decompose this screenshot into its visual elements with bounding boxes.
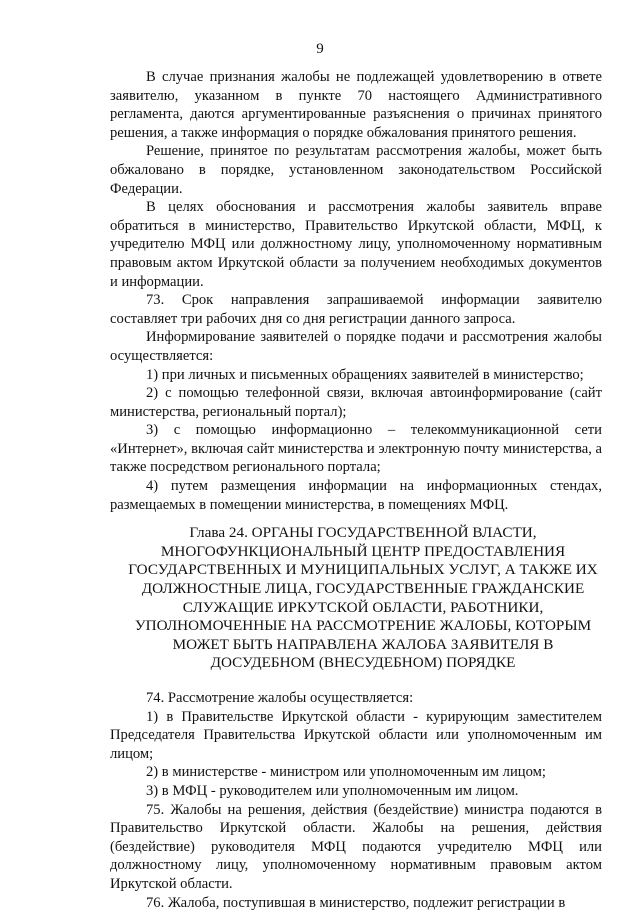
paragraph: В целях обоснования и рассмотрения жалобы заявитель вправе обратиться в министерство, Правительство Иркутской области, МФЦ, к учредителю МФЦ или должностному лицу, уполномоченному нормативным правовым актом Иркутской области за получением необходимых документов и информации.	[110, 199, 602, 290]
page-number: 9	[316, 41, 324, 57]
list-item: 1) в Правительстве Иркутской области - курирующим заместителем Председателя Правительства Иркутской области или уполномоченным им лицом;	[110, 708, 602, 762]
list-item: 3) с помощью информационно – телекоммуникационной сети «Интернет», включая сайт министерства и электронную почту министерства, а также посредством регионального портала;	[110, 422, 602, 476]
chapter-heading: Глава 24. ОРГАНЫ ГОСУДАРСТВЕННОЙ ВЛАСТИ, МНОГОФУНКЦИОНАЛЬНЫЙ ЦЕНТР ПРЕДОСТАВЛЕНИЯ ГОСУДАРСТВЕННЫХ И МУНИЦИПАЛЬНЫХ УСЛУГ, А ТАКЖЕ ИХ ДОЛЖНОСТНЫЕ ЛИЦА, ГОСУДАРСТВЕННЫЕ ГРАЖДАНСКИЕ СЛУЖАЩИЕ ИРКУТСКОЙ ОБЛАСТИ, РАБОТНИКИ, УПОЛНОМОЧЕННЫЕ НА РАССМОТРЕНИЕ ЖАЛОБЫ, КОТОРЫМ МОЖЕТ БЫТЬ НАПРАВЛЕНА ЖАЛОБА ЗАЯВИТЕЛЯ В ДОСУДЕБНОМ (ВНЕСУДЕБНОМ) ПОРЯДКЕ	[128, 524, 598, 672]
list-item: 4) путем размещения информации на информационных стендах, размещаемых в помещении министерства, в помещениях МФЦ.	[110, 478, 602, 513]
paragraph: 74. Рассмотрение жалобы осуществляется:	[146, 690, 414, 706]
list-item: 3) в МФЦ - руководителем или уполномоченным им лицом.	[146, 782, 519, 799]
list-item: 1) при личных и письменных обращениях заявителей в министерство;	[146, 366, 584, 383]
document-body	[110, 68, 602, 912]
paragraph: В случае признания жалобы не подлежащей удовлетворению в ответе заявителю, указанном в пункте 70 настоящего Административного регламента, даются аргументированные разъяснения о причинах принятого решения, а также информация о порядке обжалования принятого решения.	[110, 69, 602, 141]
paragraph: 76. Жалоба, поступившая в министерство, подлежит регистрации в	[146, 894, 566, 911]
list-item: 2) с помощью телефонной связи, включая автоинформирование (сайт министерства, региональный портал);	[110, 385, 602, 420]
paragraph: 75. Жалобы на решения, действия (бездействие) министра подаются в Правительство Иркутской области. Жалобы на решения, действия (бездействие) руководителя МФЦ подаются учредителю МФЦ или должностному лицу, уполномоченному нормативным правовым актом Иркутской области.	[110, 801, 602, 892]
list-item: 2) в министерстве - министром или уполномоченным им лицом;	[146, 764, 546, 781]
paragraph: Решение, принятое по результатам рассмотрения жалобы, может быть обжаловано в порядке, установленном законодательством Российской Федерации.	[110, 143, 602, 197]
paragraph: Информирование заявителей о порядке подачи и рассмотрения жалобы осуществляется:	[110, 329, 602, 364]
paragraph: 73. Срок направления запрашиваемой информации заявителю составляет три рабочих дня со дня регистрации данного запроса.	[110, 292, 602, 327]
